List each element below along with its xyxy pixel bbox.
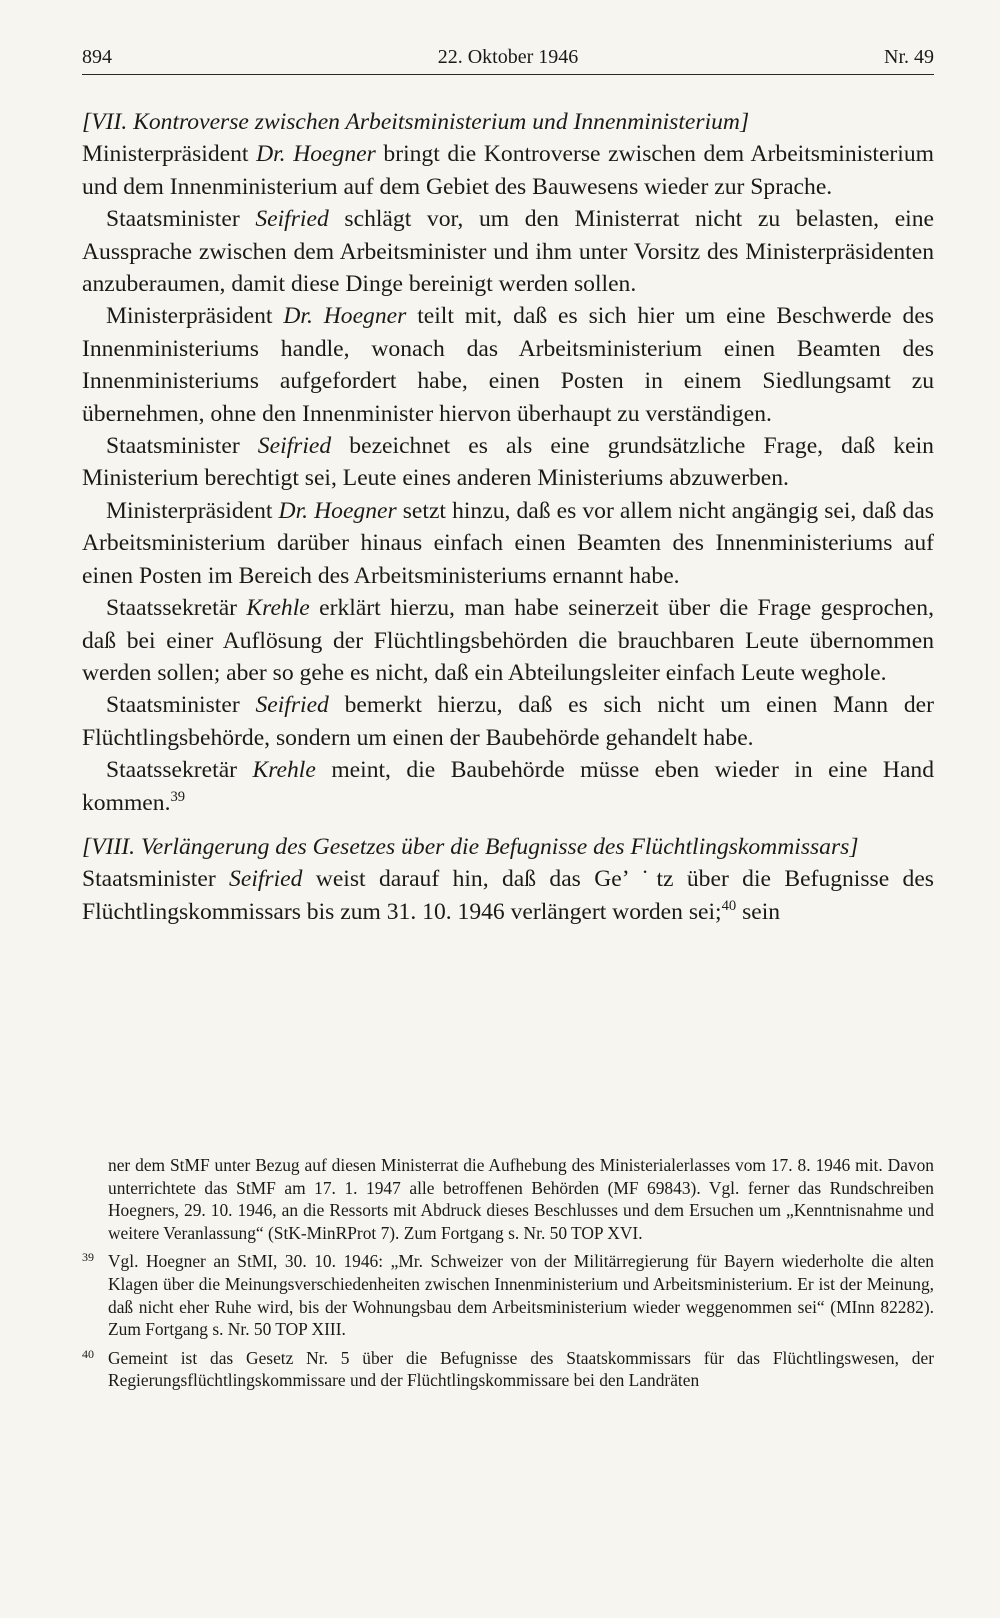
paragraph-text: schlägt vor, um den Ministerrat nicht zu belasten, eine Aussprache zwischen dem Arbeitsminister und ihm unter Vorsitz des Ministerpräsidenten anzuberaumen, damit diese Dinge bereinigt werden sollen. (82, 206, 934, 298)
page-number: 894 (82, 46, 112, 68)
bracket-close: ] (739, 109, 750, 135)
paragraph-text: teilt mit, daß es sich hier um eine Beschwerde des Innenministeriums handle, wonach das Arbeitsministerium einen Beamten des Innenministeriums aufgefordert habe, einen Posten in einem Siedlungsamt zu übernehmen, ohne den Innenminister hiervon überhaupt zu verständigen. (82, 303, 934, 427)
speaker-name: Krehle (252, 757, 316, 784)
section-heading-vii (82, 106, 934, 138)
footnote-ref: 39 (170, 788, 186, 805)
paragraph-text: sein (736, 898, 781, 925)
paragraph (82, 430, 934, 495)
speaker-name: Krehle (246, 595, 310, 622)
section-heading-text: VIII. Verlängerung des Gesetzes über die Befugnisse des Flüchtlingskommissars (91, 833, 850, 860)
paragraph-text: Ministerpräsident (106, 497, 279, 524)
header-date: 22. Oktober 1946 (437, 46, 579, 68)
paragraph-text: Staatsminister (106, 692, 256, 719)
speaker-name: Dr. Hoegner (283, 303, 407, 330)
paragraph-text: Staatssekretär (106, 595, 247, 622)
paragraph (82, 495, 934, 592)
paragraph-text: Staatsminister (106, 433, 258, 460)
paragraph-text: meint, die Baubehörde müsse eben wieder in eine Hand kommen. (82, 757, 935, 816)
footnote-ref: 40 (721, 897, 737, 914)
speaker-name: Seifried (255, 692, 329, 719)
main-text (82, 106, 934, 928)
running-header (82, 44, 934, 75)
footnote-number: 40 (82, 1346, 94, 1361)
paragraph-text: bringt die Kontroverse zwischen dem Arbeitsministerium und dem Innenministerium auf dem Gebiet des Bauwesens wieder zur Sprache. (82, 141, 934, 200)
paragraph-text: erklärt hierzu, man habe seinerzeit über die Frage gesprochen, daß bei einer Auflösung der Flüchtlingsbehörden die brauchbaren Leute übernommen werden sollen; aber so gehe es nicht, daß ein Abteilungsleiter einfach Leute weghole. (82, 595, 935, 686)
paragraph (82, 203, 934, 300)
bracket-close: ] (849, 833, 859, 860)
paragraph-text: bezeichnet es als eine grundsätzliche Frage, daß kein Ministerium berechtigt sei, Leute eines anderen Ministeriums abzuwerben. (82, 433, 934, 492)
paragraph (82, 138, 934, 203)
paragraph (82, 300, 934, 430)
footnote-text: Gemeint ist das Gesetz Nr. 5 über die Befugnisse des Staatskommissars für das Flüchtlingswesen, der Regierungsflüchtlingskommissare und der Flüchtlingskommissare bei den Landräten (108, 1347, 934, 1391)
speaker-name: Seifried (257, 433, 332, 460)
paragraph (82, 754, 934, 819)
footnote-40 (82, 1347, 934, 1392)
footnote-continuation (82, 1154, 934, 1244)
paragraph-text: Ministerpräsident (82, 141, 257, 168)
speaker-name: Seifried (229, 866, 303, 893)
speaker-name: Dr. Hoegner (256, 141, 376, 168)
paragraph (82, 689, 934, 754)
paragraph-text: weist darauf hin, daß das Ge’ ˙tz über die Befugnisse des Flüchtlingskommissars bis zum 31. 10. 1946 verlängert worden sei; (82, 866, 934, 925)
footnote-text: Vgl. Hoegner an StMI, 30. 10. 1946: „Mr. Schweizer von der Militärregierung für Bayern wiederholte die alten Klagen über die Meinungsverschiedenheiten zwischen Innenministerium und Arbeitsministerium. Er ist der Meinung, daß nicht eher Ruhe wird, bis der Wohnungsbau dem Arbeitsministerium wieder weggenommen sei“ (MInn 82282). Zum Fortgang s. Nr. 50 TOP XIII. (108, 1251, 934, 1340)
paragraph-text: Staatsminister (106, 206, 256, 233)
footnotes (82, 1154, 934, 1398)
paragraph (82, 592, 934, 689)
paragraph-text: Staatssekretär (106, 757, 253, 784)
footnote-text: ner dem StMF unter Bezug auf diesen Ministerrat die Aufhebung des Ministerialerlasses vom 17. 8. 1946 mit. Davon unterrichtete das StMF am 17. 1. 1947 alle betroffenen Behörden (MF 69843). Vgl. ferner das Rundschreiben Hoegners, 29. 10. 1946, an die Ressorts mit Abdruck dieses Beschlusses und dem Ersuchen um „Kenntnisnahme und weitere Veranlassung“ (StK-MinRProt 7). Zum Fortgang s. Nr. 50 TOP XVI. (108, 1155, 934, 1243)
paragraph (82, 863, 934, 928)
paragraph-text: Staatsminister (82, 866, 230, 893)
bracket-open: [ (82, 833, 92, 860)
section-heading-viii (82, 831, 934, 863)
bracket-open: [ (82, 109, 92, 135)
section-heading-text: VII. Kontroverse zwischen Arbeitsministerium und Innenministerium (91, 109, 740, 135)
speaker-name: Seifried (255, 206, 329, 233)
footnote-number: 39 (82, 1250, 94, 1265)
footnote-39 (82, 1250, 934, 1340)
paragraph-text: Ministerpräsident (106, 303, 284, 330)
header-issue-number: Nr. 49 (884, 46, 934, 68)
speaker-name: Dr. Hoegner (278, 497, 397, 524)
paragraph-text: setzt hinzu, daß es vor allem nicht angängig sei, daß das Arbeitsministerium darüber hinaus einfach einen Beamten des Innenministeriums auf einen Posten im Bereich des Arbeitsministeriums ernannt habe. (82, 497, 934, 589)
paragraph-text: bemerkt hierzu, daß es sich nicht um einen Mann der Flüchtlingsbehörde, sondern um einen der Baubehörde gehandelt habe. (82, 692, 934, 751)
